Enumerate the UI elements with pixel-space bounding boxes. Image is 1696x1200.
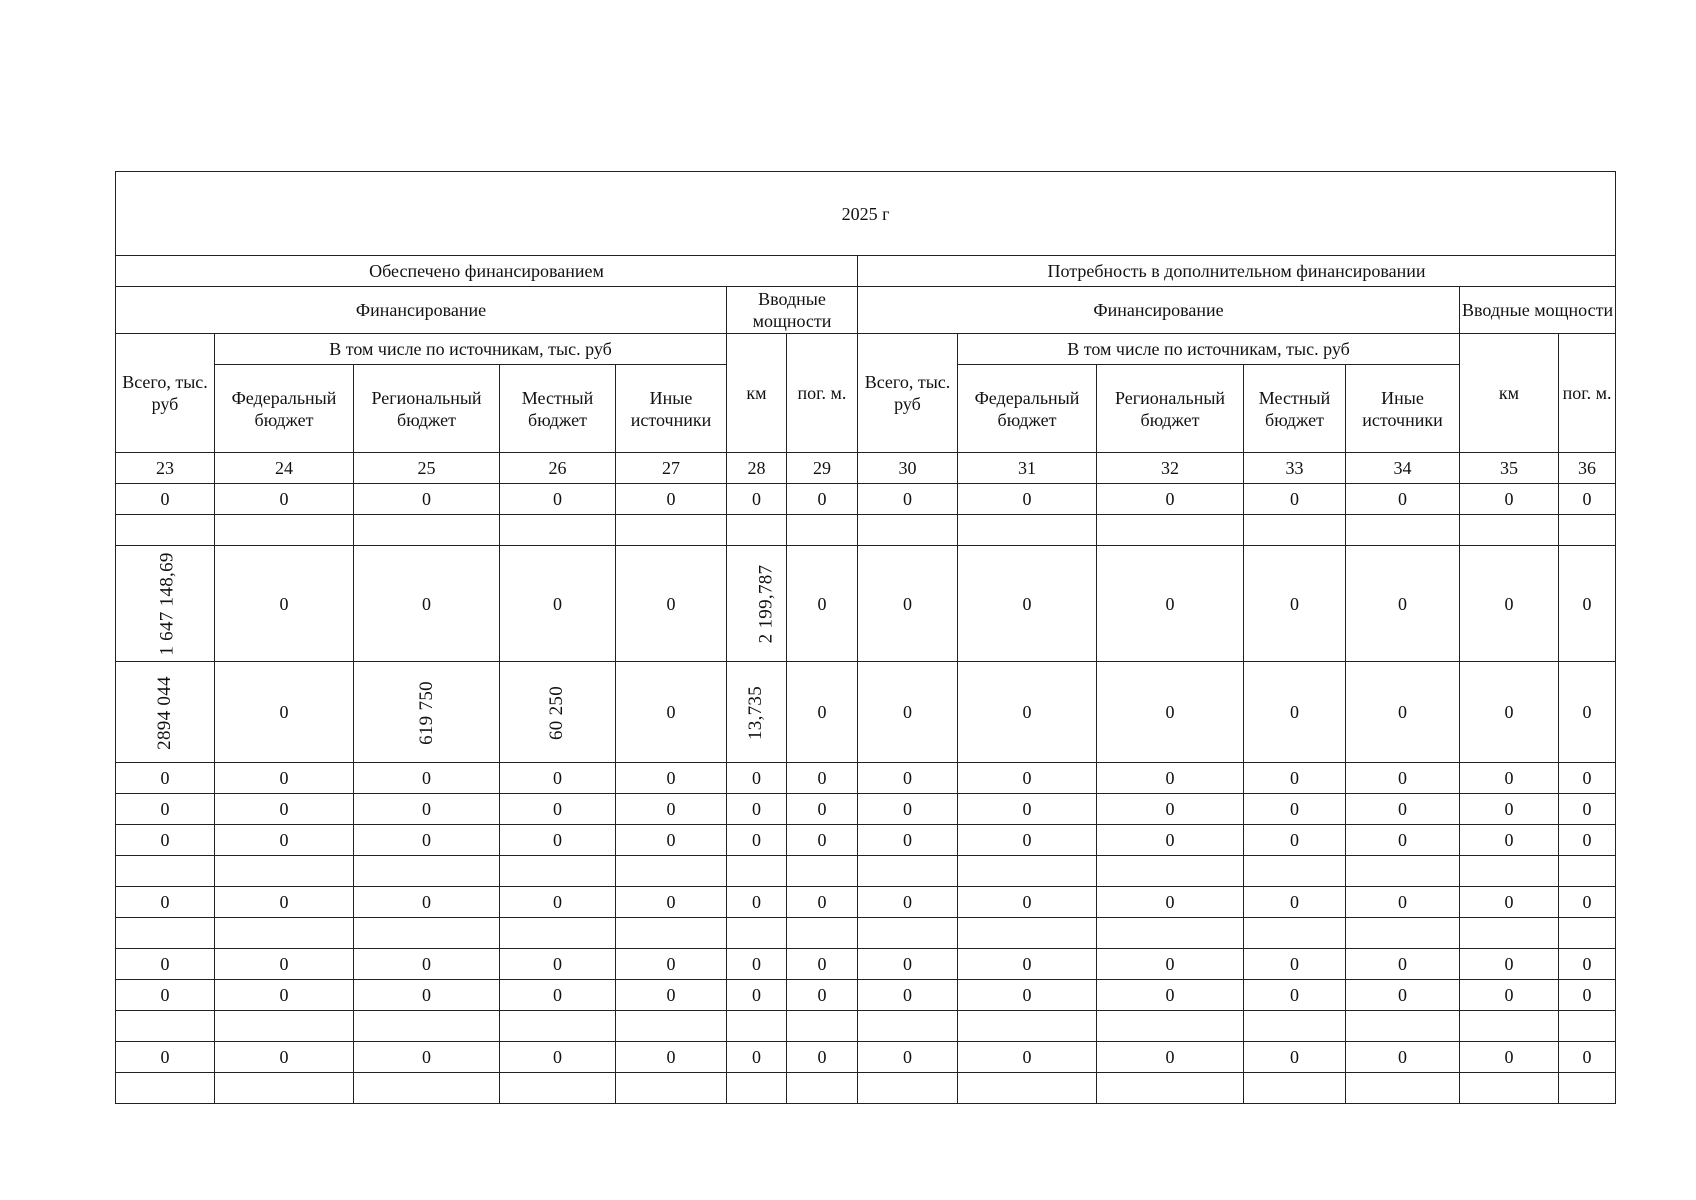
table-cell: 0: [616, 980, 727, 1011]
table-cell: 0: [1244, 1042, 1346, 1073]
table-cell: 0: [858, 546, 958, 662]
table-cell: [1097, 1011, 1244, 1042]
year-title: 2025 г: [116, 172, 1616, 256]
table-cell: 0: [1244, 887, 1346, 918]
table-cell: 0: [1097, 662, 1244, 763]
table-cell: 0: [1097, 825, 1244, 856]
column-number: 28: [727, 453, 787, 484]
table-cell: [1097, 856, 1244, 887]
table-cell: [354, 918, 500, 949]
table-cell: 0: [958, 662, 1097, 763]
table-cell: 0: [1244, 949, 1346, 980]
table-cell: 0: [116, 763, 215, 794]
table-cell: 0: [215, 825, 354, 856]
table-cell: 0: [215, 980, 354, 1011]
table-cell: 0: [1244, 794, 1346, 825]
table-row: [116, 856, 1616, 887]
table-cell: 0: [1460, 794, 1559, 825]
table-cell: [1097, 1073, 1244, 1104]
col-regional-right: Региональный бюджет: [1097, 365, 1244, 453]
table-cell: [1346, 856, 1460, 887]
table-cell: 0: [116, 1042, 215, 1073]
table-cell: [858, 1073, 958, 1104]
table-cell: [787, 856, 858, 887]
table-cell: [858, 1011, 958, 1042]
table-cell: [1460, 856, 1559, 887]
col-pog-left: пог. м.: [787, 334, 858, 453]
table-cell: 0: [787, 949, 858, 980]
table-cell: 0: [1559, 1042, 1616, 1073]
table-cell: 0: [1346, 949, 1460, 980]
table-row: [116, 887, 1616, 918]
col-federal-left: Федеральный бюджет: [215, 365, 354, 453]
table-cell: 0: [1244, 546, 1346, 662]
table-cell: 0: [958, 949, 1097, 980]
table-cell: 0: [1346, 546, 1460, 662]
table-cell: [500, 856, 616, 887]
table-cell: 0: [616, 662, 727, 763]
table-cell: 0: [958, 763, 1097, 794]
col-other-right: Иные источники: [1346, 365, 1460, 453]
table-cell: 0: [500, 949, 616, 980]
column-number: 24: [215, 453, 354, 484]
vertical-value: 1 647 148,69: [156, 552, 178, 656]
group-additional-need: Потребность в дополнительном финансировании: [858, 256, 1616, 287]
column-number: 23: [116, 453, 215, 484]
table-cell: 0: [354, 546, 500, 662]
table-cell: 0: [616, 763, 727, 794]
table-cell: 0: [858, 949, 958, 980]
table-cell: [858, 918, 958, 949]
table-cell: 0: [1097, 1042, 1244, 1073]
table-cell: 0: [1559, 763, 1616, 794]
table-cell: 0: [354, 887, 500, 918]
table-cell: [1460, 515, 1559, 546]
table-cell: 0: [787, 980, 858, 1011]
table-cell: [727, 546, 787, 662]
table-row: [116, 662, 1616, 763]
table-cell: 0: [1559, 949, 1616, 980]
table-cell: [1244, 856, 1346, 887]
table-cell: [727, 515, 787, 546]
column-number: 29: [787, 453, 858, 484]
table-cell: [1460, 1011, 1559, 1042]
table-cell: 0: [858, 763, 958, 794]
table-cell: 0: [858, 980, 958, 1011]
table-cell: [215, 918, 354, 949]
table-cell: [616, 856, 727, 887]
table-cell: 0: [1559, 825, 1616, 856]
table-cell: 0: [1346, 484, 1460, 515]
table-cell: 0: [1244, 763, 1346, 794]
table-cell: 0: [1460, 484, 1559, 515]
table-cell: 0: [215, 546, 354, 662]
table-cell: [958, 856, 1097, 887]
table-cell: [958, 1073, 1097, 1104]
table-cell: 0: [858, 887, 958, 918]
table-cell: 0: [354, 825, 500, 856]
table-cell: 0: [1097, 794, 1244, 825]
table-cell: 0: [500, 546, 616, 662]
financing-table: [115, 171, 1616, 1104]
table-cell: 0: [1559, 662, 1616, 763]
table-cell: 0: [616, 949, 727, 980]
table-cell: 0: [616, 546, 727, 662]
group-funded: Обеспечено финансированием: [116, 256, 858, 287]
vertical-value: 619 750: [415, 680, 437, 745]
table-cell: [787, 918, 858, 949]
table-cell: [958, 918, 1097, 949]
col-local-left: Местный бюджет: [500, 365, 616, 453]
column-number: 26: [500, 453, 616, 484]
table-cell: [500, 918, 616, 949]
table-cell: 0: [354, 763, 500, 794]
table-cell: [1460, 1073, 1559, 1104]
col-pog-right: пог. м.: [1559, 334, 1616, 453]
table-cell: 0: [858, 1042, 958, 1073]
table-cell: 0: [958, 1042, 1097, 1073]
table-cell: [958, 1011, 1097, 1042]
table-cell: [616, 1011, 727, 1042]
table-cell: 0: [215, 949, 354, 980]
table-cell: 0: [1244, 825, 1346, 856]
table-cell: 0: [958, 887, 1097, 918]
table-cell: 0: [787, 825, 858, 856]
table-row: [116, 484, 1616, 515]
table-cell: 0: [1460, 980, 1559, 1011]
capacity-header-right: Вводные мощности: [1460, 287, 1616, 334]
col-km-left: км: [727, 334, 787, 453]
table-cell: [354, 515, 500, 546]
table-cell: 0: [1460, 887, 1559, 918]
table-cell: [354, 856, 500, 887]
table-cell: [1244, 918, 1346, 949]
table-cell: [1244, 515, 1346, 546]
table-cell: [116, 918, 215, 949]
table-cell: [787, 1011, 858, 1042]
vertical-value: 60 250: [546, 685, 568, 740]
financing-header-right: Финансирование: [858, 287, 1460, 334]
table-cell: [215, 1011, 354, 1042]
col-federal-right: Федеральный бюджет: [958, 365, 1097, 453]
table-cell: 0: [787, 484, 858, 515]
table-cell: 0: [727, 484, 787, 515]
table-cell: 0: [354, 794, 500, 825]
table-cell: 0: [787, 546, 858, 662]
table-cell: 0: [1346, 1042, 1460, 1073]
table-cell: 0: [727, 825, 787, 856]
table-cell: 0: [727, 887, 787, 918]
table-cell: 0: [500, 980, 616, 1011]
table-cell: 0: [727, 794, 787, 825]
column-number: 35: [1460, 453, 1559, 484]
table-cell: [616, 918, 727, 949]
table-cell: [958, 515, 1097, 546]
column-number: 25: [354, 453, 500, 484]
table-cell: 0: [500, 763, 616, 794]
table-cell: 0: [215, 484, 354, 515]
table-cell: 0: [116, 484, 215, 515]
table-cell: 0: [1559, 794, 1616, 825]
table-cell: [1460, 918, 1559, 949]
table-cell: 0: [727, 980, 787, 1011]
table-cell: 0: [616, 887, 727, 918]
table-cell: 0: [500, 1042, 616, 1073]
table-cell: [727, 856, 787, 887]
table-cell: [116, 1011, 215, 1042]
vertical-value: 13,735: [745, 685, 767, 740]
table-cell: 0: [1346, 887, 1460, 918]
table-cell: [727, 1073, 787, 1104]
table-row: [116, 763, 1616, 794]
table-cell: 0: [1559, 980, 1616, 1011]
table-cell: 0: [616, 1042, 727, 1073]
table-cell: 0: [116, 980, 215, 1011]
table-cell: 0: [787, 1042, 858, 1073]
table-cell: 0: [1346, 825, 1460, 856]
table-cell: 0: [116, 825, 215, 856]
vertical-value: 2 199,787: [755, 564, 777, 644]
table-cell: 0: [1097, 980, 1244, 1011]
table-cell: 0: [1460, 763, 1559, 794]
column-number: 32: [1097, 453, 1244, 484]
table-cell: 0: [858, 662, 958, 763]
table-cell: [1244, 1073, 1346, 1104]
table-cell: [616, 515, 727, 546]
table-cell: 0: [727, 949, 787, 980]
vertical-value: 2894 044: [154, 675, 175, 750]
table-row: [116, 918, 1616, 949]
capacity-header-left: Вводные мощности: [727, 287, 858, 334]
table-cell: 0: [1097, 546, 1244, 662]
table-cell: 0: [858, 825, 958, 856]
table-cell: [116, 662, 215, 763]
col-total-right: Всего, тыс. руб: [858, 334, 958, 453]
table-cell: 0: [787, 887, 858, 918]
column-number: 33: [1244, 453, 1346, 484]
table-row: [116, 980, 1616, 1011]
table-row: [116, 825, 1616, 856]
table-cell: [1346, 1073, 1460, 1104]
table-cell: [116, 856, 215, 887]
table-cell: 0: [215, 887, 354, 918]
col-regional-left: Региональный бюджет: [354, 365, 500, 453]
table-cell: [1244, 1011, 1346, 1042]
table-cell: 0: [958, 484, 1097, 515]
table-cell: [116, 1073, 215, 1104]
table-cell: [354, 1073, 500, 1104]
column-number-row: [116, 453, 1616, 484]
table-cell: [1559, 515, 1616, 546]
table-cell: 0: [787, 662, 858, 763]
table-cell: [1559, 918, 1616, 949]
column-number: 36: [1559, 453, 1616, 484]
table-cell: [616, 1073, 727, 1104]
table-cell: 0: [616, 794, 727, 825]
table-cell: 0: [1460, 949, 1559, 980]
table-cell: 0: [1559, 887, 1616, 918]
table-cell: [354, 1011, 500, 1042]
table-cell: [1559, 856, 1616, 887]
table-cell: 0: [354, 1042, 500, 1073]
table-cell: 0: [500, 825, 616, 856]
table-cell: 0: [787, 763, 858, 794]
table-cell: 0: [958, 980, 1097, 1011]
table-cell: 0: [727, 1042, 787, 1073]
table-cell: [215, 1073, 354, 1104]
table-cell: 0: [858, 484, 958, 515]
table-cell: 0: [616, 825, 727, 856]
table-cell: 0: [1346, 980, 1460, 1011]
table-cell: [787, 1073, 858, 1104]
table-cell: 0: [116, 949, 215, 980]
table-cell: [116, 546, 215, 662]
table-cell: 0: [1559, 546, 1616, 662]
col-other-left: Иные источники: [616, 365, 727, 453]
table-cell: 0: [858, 794, 958, 825]
table-cell: [727, 918, 787, 949]
table-cell: [500, 1073, 616, 1104]
table-cell: 0: [787, 794, 858, 825]
table-cell: 0: [1346, 794, 1460, 825]
table-cell: 0: [354, 484, 500, 515]
col-km-right: км: [1460, 334, 1559, 453]
table-cell: 0: [1559, 484, 1616, 515]
table-cell: 0: [500, 484, 616, 515]
table-cell: [500, 515, 616, 546]
table-cell: 0: [500, 887, 616, 918]
table-cell: [116, 515, 215, 546]
table-cell: 0: [1244, 980, 1346, 1011]
table-cell: 0: [1346, 662, 1460, 763]
table-cell: 0: [616, 484, 727, 515]
table-row: [116, 546, 1616, 662]
table-row: [116, 1011, 1616, 1042]
sources-header-left: В том числе по источникам, тыс. руб: [215, 334, 727, 365]
table-cell: [787, 515, 858, 546]
table-row: [116, 794, 1616, 825]
table-cell: 0: [1097, 949, 1244, 980]
table-cell: 0: [1460, 546, 1559, 662]
table-cell: 0: [1244, 484, 1346, 515]
column-number: 30: [858, 453, 958, 484]
table-cell: 0: [116, 794, 215, 825]
table-cell: [1346, 515, 1460, 546]
table-cell: [1097, 515, 1244, 546]
table-cell: 0: [215, 794, 354, 825]
table-cell: [1559, 1073, 1616, 1104]
financing-header-left: Финансирование: [116, 287, 727, 334]
table-cell: 0: [500, 794, 616, 825]
table-row: [116, 949, 1616, 980]
table-cell: 0: [354, 980, 500, 1011]
table-cell: 0: [727, 763, 787, 794]
table-cell: [1559, 1011, 1616, 1042]
table-cell: 0: [958, 794, 1097, 825]
table-cell: 0: [1460, 662, 1559, 763]
table-cell: 0: [215, 763, 354, 794]
column-number: 27: [616, 453, 727, 484]
table-cell: 0: [958, 546, 1097, 662]
table-cell: [1097, 918, 1244, 949]
sources-header-right: В том числе по источникам, тыс. руб: [958, 334, 1460, 365]
table-cell: [500, 1011, 616, 1042]
table-row: [116, 1073, 1616, 1104]
table-cell: [727, 1011, 787, 1042]
table-cell: 0: [1460, 1042, 1559, 1073]
column-number: 31: [958, 453, 1097, 484]
table-cell: [215, 856, 354, 887]
table-cell: [1346, 1011, 1460, 1042]
table-cell: 0: [958, 825, 1097, 856]
table-cell: 0: [1244, 662, 1346, 763]
table-cell: 0: [1097, 484, 1244, 515]
table-cell: 0: [1460, 825, 1559, 856]
table-cell: 0: [215, 662, 354, 763]
table-cell: 0: [1346, 763, 1460, 794]
table-row: [116, 1042, 1616, 1073]
table-cell: [354, 662, 500, 763]
table-cell: [215, 515, 354, 546]
table-row: [116, 515, 1616, 546]
table-cell: [1346, 918, 1460, 949]
table-cell: [500, 662, 616, 763]
col-total-left: Всего, тыс. руб: [116, 334, 215, 453]
table-cell: 0: [215, 1042, 354, 1073]
table-cell: 0: [116, 887, 215, 918]
table-cell: 0: [354, 949, 500, 980]
table-cell: [858, 515, 958, 546]
table-cell: [727, 662, 787, 763]
col-local-right: Местный бюджет: [1244, 365, 1346, 453]
table-cell: 0: [1097, 887, 1244, 918]
table-cell: 0: [1097, 763, 1244, 794]
table-cell: [858, 856, 958, 887]
column-number: 34: [1346, 453, 1460, 484]
